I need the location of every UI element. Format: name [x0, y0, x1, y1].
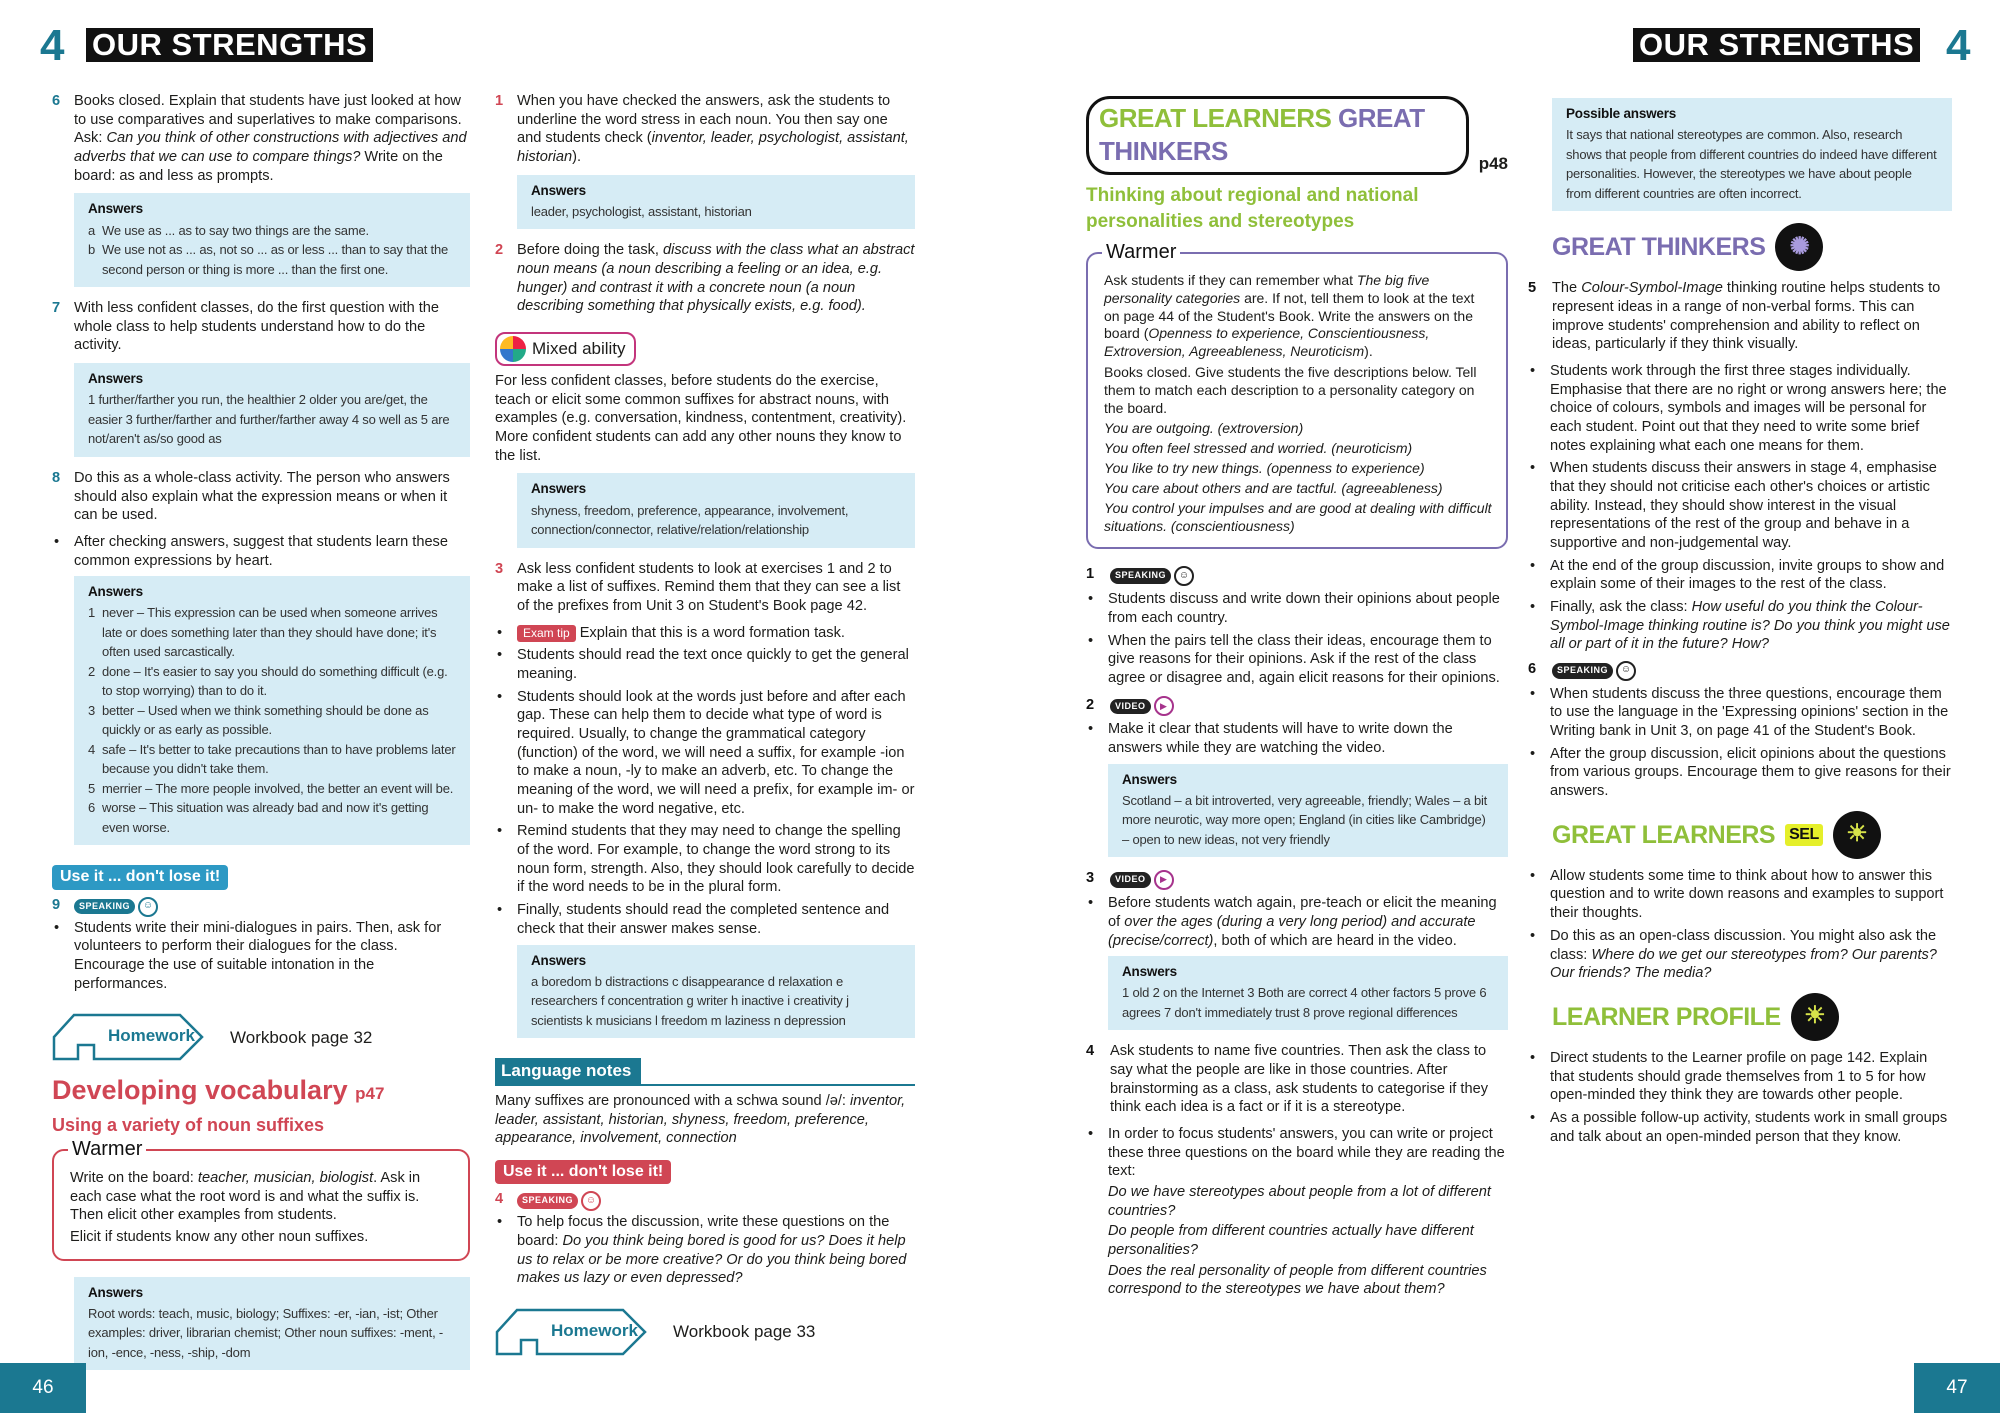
section-subtitle: Thinking about regional and national personalities and stereotypes — [1086, 184, 1419, 233]
homework-page: Workbook page 33 — [673, 1322, 816, 1342]
right-column-1: GREAT LEARNERS GREAT THINKERS p48 Thinking about regional and national personalities and stereotypes Warmer Ask students if they can remember what The big five personality categories are. If not, tell them to look at the text on page 44 of the Student's Book. Write the answers on the board (Openness to experience, Conscientiousness, Extroversion, Agreeableness, Neuroticism). Books closed. Give students the five descriptions below. Tell them to match each description to a personality category on the board. You are outgoing. (extroversion) You often feel stressed and worried. (neuroticism) You like to try new things. (openness to experience) You care about others and are tactful. (agreeableness) You control your impulses and are good at dealing with difficult situations. (conscientiousness) 1 SPEAKING ☺ • Students discuss and write down their opinions about people from each country. • When the pairs tell the class their ideas, encourage them to give reasons for their opinions. Ask if the rest of the class agree or disagree and, again elicit reasons for their opinions. 2 VIDEO ▶ • Make it clear that students will have to write down the answers while they are watching the video. Answers Scotland – a bit introverted, very agreeable, friendly; Wales – a bit more neurotic, way more open; England (in cities like Cambridge) – open to new ideas, not very friendly 3 VIDEO ▶ • Before students watch again, pre-teach or elicit the meaning of over the ages (during a very long period) and accurate (precise/correct), both of which are heard in the video. Answers 1 old 2 on the Internet 3 Both are correct 4 other factors 5 prove 6 agrees 7 don't immediately trust 8 prove regional differences 4 Ask students to name five countries. Then ask the class to say what the people are like in those countries. After brainstorming as a class, ask students to categorise if they think each idea is a fact or if it is a stereotype. • In order to focus students' answers, you can write or project these three questions on the board while they are reading the text: Do we have stereotypes about people from a lot of different countries? Do people from different countries actually have different personalities? Does the real personality of people from different countries correspond to the stereotypes we have about them? — [1086, 96, 1508, 1303]
mixed-ability-icon — [500, 336, 526, 362]
page-number-right: 47 — [1914, 1363, 2000, 1413]
lightbulb-icon: ☀ — [1833, 811, 1881, 859]
great-learners-heading: GREAT LEARNERS SEL ☀ — [1528, 811, 1952, 859]
exercise-1: 1 SPEAKING ☺ — [1086, 565, 1508, 586]
brain-icon: ✺ — [1775, 223, 1823, 271]
mixed-ability-text: For less confident classes, before students do the exercise, teach or elicit some common suffixes for abstract nouns, with examples (e.g. conversation, kindness, contentment, creativity). More confident students can add any other nouns they know to the list. — [495, 373, 907, 464]
exercise-3: 3 Ask less confident students to look at exercises 1 and 2 to make a list of suffixes. Remind them that they can see a list of the prefixes from Unit 3 on Student's Book page 42. — [495, 560, 901, 615]
developing-vocabulary-subtitle: Using a variety of noun suffixes — [52, 1114, 325, 1135]
learner-profile-heading: LEARNER PROFILE ☀ — [1528, 993, 1952, 1041]
exercise-4: 4 SPEAKING ☺ — [495, 1190, 915, 1211]
exercise-2: 2 VIDEO ▶ — [1086, 696, 1508, 717]
unit-title: OUR STRENGTHS — [1633, 28, 1920, 62]
homework-link[interactable]: Homework Workbook page 33 — [495, 1306, 915, 1358]
use-it-heading: Use it ... don't lose it! — [495, 1160, 671, 1184]
speaking-icon: ☺ — [1616, 661, 1636, 681]
exercise-7: 7 With less confident classes, do the first question with the whole class to help students understand how to do the activity. — [52, 300, 440, 354]
answers-box-8: Answers 1 never – This expression can be used when someone arrives late or does something later than they should have done; it's often used sarcastically. 2 done – It's easier to say you should do something difficult (e.g. to stop worrying) than to do it. 3 better – Used when we think something should be done as quickly or as early as possible. 4 safe – It's better to take precautions than to have problems later because you didn't take them. 5 merrier – The more people involved, the better an event will be. 6 worse – This situation was already bad and now it's getting even worse. — [74, 576, 470, 845]
exercise-8: 8 Do this as a whole-class activity. The person who answers should also explain what the expression means or when it can be used. — [52, 469, 450, 524]
answers-box-2: Answers Scotland – a bit introverted, very agreeable, friendly; Wales – a bit more neurotic, way more open; England (in cities like Cambridge) – open to new ideas, not very friendly — [1108, 764, 1508, 858]
bullet: • After checking answers, suggest that students learn these common expressions by heart. — [52, 533, 470, 570]
unit-number: 4 — [1946, 21, 1971, 70]
page-number-left: 46 — [0, 1363, 86, 1413]
video-tag: VIDEO — [1110, 872, 1151, 888]
right-column-2: Possible answers It says that national stereotypes are common. Also, research shows that people from different countries do indeed have different personalities. However, the stereotypes we have about people from different countries are often incorrect. GREAT THINKERS ✺ 5 The Colour-Symbol-Image thinking routine helps students to represent ideas in a range of non-verbal forms. This can improve students' comprehension and ability to reflect on ideas, particularly if they think visually. • Students work through the first three stages individually. Emphasise that there are no right or wrong answers here; the choice of colours, symbols and images will be personal for each student. Point out that they need to write some brief notes explaining what each one means for them. • When students discuss their answers in stage 4, emphasise that they should not criticise each other's choices or artistic ability. Instead, they should show interest in the visual representations of the rest of the group and behave in a supportive and non-judgemental way. • At the end of the group discussion, invite groups to show and explain some of their images to the rest of the class. • Finally, ask the class: How useful do you think the Colour-Symbol-Image thinking routine is? Do you think you might use all or part of it in the future? How? 6 SPEAKING ☺ • When students discuss the three questions, encourage them to use the language in the 'Expressing opinions' section in the Writing bank in Unit 3, on page 41 of the Student's Book. • After the group discussion, elicit opinions about the questions from various groups. Encourage them to give reasons for their answers. GREAT LEARNERS SEL ☀ • Allow students some time to think about how to answer this question and to write down reasons and examples to support their thoughts. • Do this as an open-class discussion. You might also ask the class: Where do we get our stereotypes from? Our parents? Our friends? The media? LEARNER PROFILE ☀ • Direct students to the Learner profile on page 142. Explain that students should grade themselves from 1 to 5 for how open-minded they think they are towards other people. • As a possible follow-up activity, students work in small groups and talk about an open-minded person that they know. — [1528, 98, 1952, 1150]
answers-box-3: Answers a boredom b distractions c disappearance d relaxation e researchers f concentration g writer h inactive i creativity j scientists k musicians l freedom m laziness n depression — [517, 945, 915, 1039]
answers-box-7: Answers 1 further/farther you run, the healthier 2 older you are/get, the easier 3 further/farther and further/farther away 4 so well as 5 are not/aren't as/so good as — [74, 363, 470, 457]
exercise-9: 9 SPEAKING ☺ — [52, 896, 470, 917]
left-column-1: 6 Books closed. Explain that students have just looked at how to use comparatives and superlatives to make comparisons. Ask: Can you think of other constructions with adjectives and adverbs that we can use to compare things? Write on the board: as and less as prompts. Answers a We use as ... as to say two things are the same. b We use not as ... as, not so ... as or less ... than to say that the second person or thing is more ... than the first one. 7 With less confident classes, do the first question with the whole class to help students understand how to do the activity. Answers 1 further/farther you run, the healthier 2 older you are/get, the easier 3 further/farther and further/farther away 4 so well as 5 are not/aren't as/so good as 8 Do this as a whole-class activity. The person who answers should also explain what the expression means or when it can be used. • After checking answers, suggest that students learn these common expressions by heart. Answers 1 never – This expression can be used when someone arrives late or does something later than they should have done; it's often used sarcastically. 2 done – It's easier to say you should do something difficult (e.g. to stop worrying) than to do it. 3 better – Used when we think something should be done as quickly or as early as possible. 4 safe – It's better to take precautions than to have problems later because you didn't take them. 5 merrier – The more people involved, the better an event will be. 6 worse – This situation was already bad and now it's getting even worse. Use it ... don't lose it! 9 SPEAKING ☺ • Students write their mini-dialogues in pairs. Then, ask for volunteers to perform their dialogues for the class. Encourage the use of suitable intonation in the performances. Homework Workbook page 32 Developing vocabulary p47 Using a variety of noun suffixes Warmer Write on the board: teacher, musician, biologist. Ask in each case what the root word is and what the suffix is. Then elicit other examples from students. Elicit if students know any other noun suffixes. Answers Root words: teach, music, biology; Suffixes: -er, -ian, -ist; Other examples: driver, librarian chemist; Other noun suffixes: -ment, -ion, -ence, -ness, -ship, -dom — [52, 92, 470, 1382]
homework-link[interactable]: Homework Workbook page 32 — [52, 1011, 470, 1063]
language-notes-heading: Language notes — [495, 1058, 641, 1084]
warmer-box: Warmer Ask students if they can remember what The big five personality categories are. If not, tell them to look at the text on page 44 of the Student's Book. Write the answers on the board (Openness to experience, Conscientiousness, Extroversion, Agreeableness, Neuroticism). Books closed. Give students the five descriptions below. Tell them to match each description to a personality category on the board. You are outgoing. (extroversion) You often feel stressed and worried. (neuroticism) You like to try new things. (openness to experience) You care about others and are tactful. (agreeableness) You control your impulses and are good at dealing with difficult situations. (conscientiousness) — [1086, 252, 1508, 550]
use-it-heading: Use it ... don't lose it! — [52, 865, 228, 889]
developing-vocabulary-title: Developing vocabulary p47 — [52, 1075, 385, 1106]
play-icon: ▶ — [1154, 696, 1174, 716]
answers-box-3: Answers 1 old 2 on the Internet 3 Both are correct 4 other factors 5 prove 6 agrees 7 don't immediately trust 8 prove regional differences — [1108, 956, 1508, 1030]
speaking-icon: ☺ — [1174, 566, 1194, 586]
mixed-ability-label: Mixed ability — [495, 332, 636, 366]
video-tag: VIDEO — [1110, 699, 1151, 715]
sel-badge: SEL — [1785, 824, 1823, 846]
warmer-box: Warmer Write on the board: teacher, musician, biologist. Ask in each case what the root word is and what the suffix is. Then elicit other examples from students. Elicit if students know any other noun suffixes. — [52, 1149, 470, 1261]
exercise-3: 3 VIDEO ▶ — [1086, 869, 1508, 890]
answers-box-1: Answers leader, psychologist, assistant, historian — [517, 175, 915, 230]
answers-box-warmer: Answers Root words: teach, music, biology; Suffixes: -er, -ian, -ist; Other examples: driver, librarian chemist; Other noun suffixes: -ment, -ion, -ence, -ness, -ship, -dom — [74, 1277, 470, 1371]
speaking-icon: ☺ — [138, 897, 158, 917]
left-column-2: 1 When you have checked the answers, ask the students to underline the word stress in each noun. You then say one and students check (inventor, leader, psychologist, assistant, historian). Answers leader, psychologist, assistant, historian 2 Before doing the task, discuss with the class what an abstract noun means (a noun describing a feeling or an idea, e.g. hunger) and contrast it with a concrete noun (a noun describing something that physically exists, e.g. food). Mixed ability For less confident classes, before students do the exercise, teach or elicit some common suffixes for abstract nouns, with examples (e.g. conversation, kindness, contentment, creativity). More confident students can add any other nouns they know to the list. Answers shyness, freedom, preference, appearance, involvement, connection/connector, relative/relation/relationship 3 Ask less confident students to look at exercises 1 and 2 to make a list of suffixes. Remind them that they can see a list of the prefixes from Unit 3 on Student's Book page 42. • Exam tip Explain that this is a word formation task. • Students should read the text once quickly to get the general meaning. • Students should look at the words just before and after each gap. These can help them to decide what type of word is required. Usually, to change the grammatical category (function) of the word, we will need a suffix, for example -ion to make a noun, -ly to make an adverb, etc. To change the meaning of the word, we will need a prefix, for example im- or un- to make the word negative, etc. • Remind students that they may need to change the spelling of the word. For example, to change the word strong to its noun form, strength. Also, they should look carefully to decide if the word needs to be in the plural form. • Finally, students should read the completed sentence and check that their answer makes sense. Answers a boredom b distractions c disappearance d relaxation e researchers f concentration g writer h inactive i creativity j scientists k musicians l freedom m laziness n depression Language notes Many suffixes are pronounced with a schwa sound /ə/: inventor, leader, assistant, historian, shyness, freedom, preference, appearance, involvement, connection Use it ... don't lose it! 4 SPEAKING ☺ • To help focus the discussion, write these questions on the board: Do you think being bored is good for us? Does it help us to relax or be more creative? Or do you think being bored makes us lazy or even depressed? Homework Workbook page 33 — [495, 92, 915, 1368]
play-icon: ▶ — [1154, 870, 1174, 890]
great-thinkers-heading: GREAT THINKERS ✺ — [1528, 223, 1952, 271]
language-notes-text: Many suffixes are pronounced with a schwa sound /ə/: inventor, leader, assistant, historian, shyness, freedom, preference, appearance, involvement, connection — [495, 1093, 906, 1147]
exercise-6: 6 SPEAKING ☺ — [1528, 660, 1952, 681]
exercise-4: 4 Ask students to name five countries. Then ask the class to say what the people are like in those countries. After brainstorming as a class, ask students to categorise if they think each idea is a fact or if it is a stereotype. — [1086, 1043, 1488, 1116]
great-learners-thinkers-banner: GREAT LEARNERS GREAT THINKERS p48 — [1086, 96, 1508, 175]
lightbulb-icon: ☀ — [1791, 993, 1839, 1041]
speaking-tag: SPEAKING — [1110, 568, 1171, 584]
exercise-6: 6 Books closed. Explain that students have just looked at how to use comparatives and superlatives to make comparisons. Ask: Can you think of other constructions with adjectives and adverbs that we can use to compare things? Write on the board: as and less as prompts. — [52, 93, 467, 184]
speaking-tag: SPEAKING — [1552, 663, 1613, 679]
possible-answers-box: Possible answers It says that national stereotypes are common. Also, research shows that people from different countries do indeed have different personalities. However, the stereotypes we have about people from different countries are often incorrect. — [1552, 98, 1952, 211]
exam-tip-badge: Exam tip — [517, 625, 576, 642]
speaking-tag: SPEAKING — [74, 899, 135, 915]
exercise-1: 1 When you have checked the answers, ask the students to underline the word stress in each noun. You then say one and students check (inventor, leader, psychologist, assistant, historian). — [495, 93, 909, 166]
homework-page: Workbook page 32 — [230, 1027, 373, 1047]
speaking-icon: ☺ — [581, 1191, 601, 1211]
answers-box-mixed: Answers shyness, freedom, preference, appearance, involvement, connection/connector, relative/relation/relationship — [517, 473, 915, 547]
right-page — [1000, 0, 2000, 1413]
speaking-tag: SPEAKING — [517, 1193, 578, 1209]
answers-box-6: Answers a We use as ... as to say two things are the same. b We use not as ... as, not so ... as or less ... than to say that the second person or thing is more ... than the first one. — [74, 193, 470, 287]
exercise-2: 2 Before doing the task, discuss with the class what an abstract noun means (a noun describing a feeling or an idea, e.g. hunger) and contrast it with a concrete noun (a noun describing something that physically exists, e.g. food). — [495, 242, 915, 315]
unit-number: 4 — [40, 21, 65, 70]
unit-title: OUR STRENGTHS — [86, 28, 373, 62]
exercise-5: 5 The Colour-Symbol-Image thinking routine helps students to represent ideas in a range of non-verbal forms. This can improve students' comprehension and ability to reflect on ideas, particularly if they think visually. — [1528, 280, 1941, 353]
